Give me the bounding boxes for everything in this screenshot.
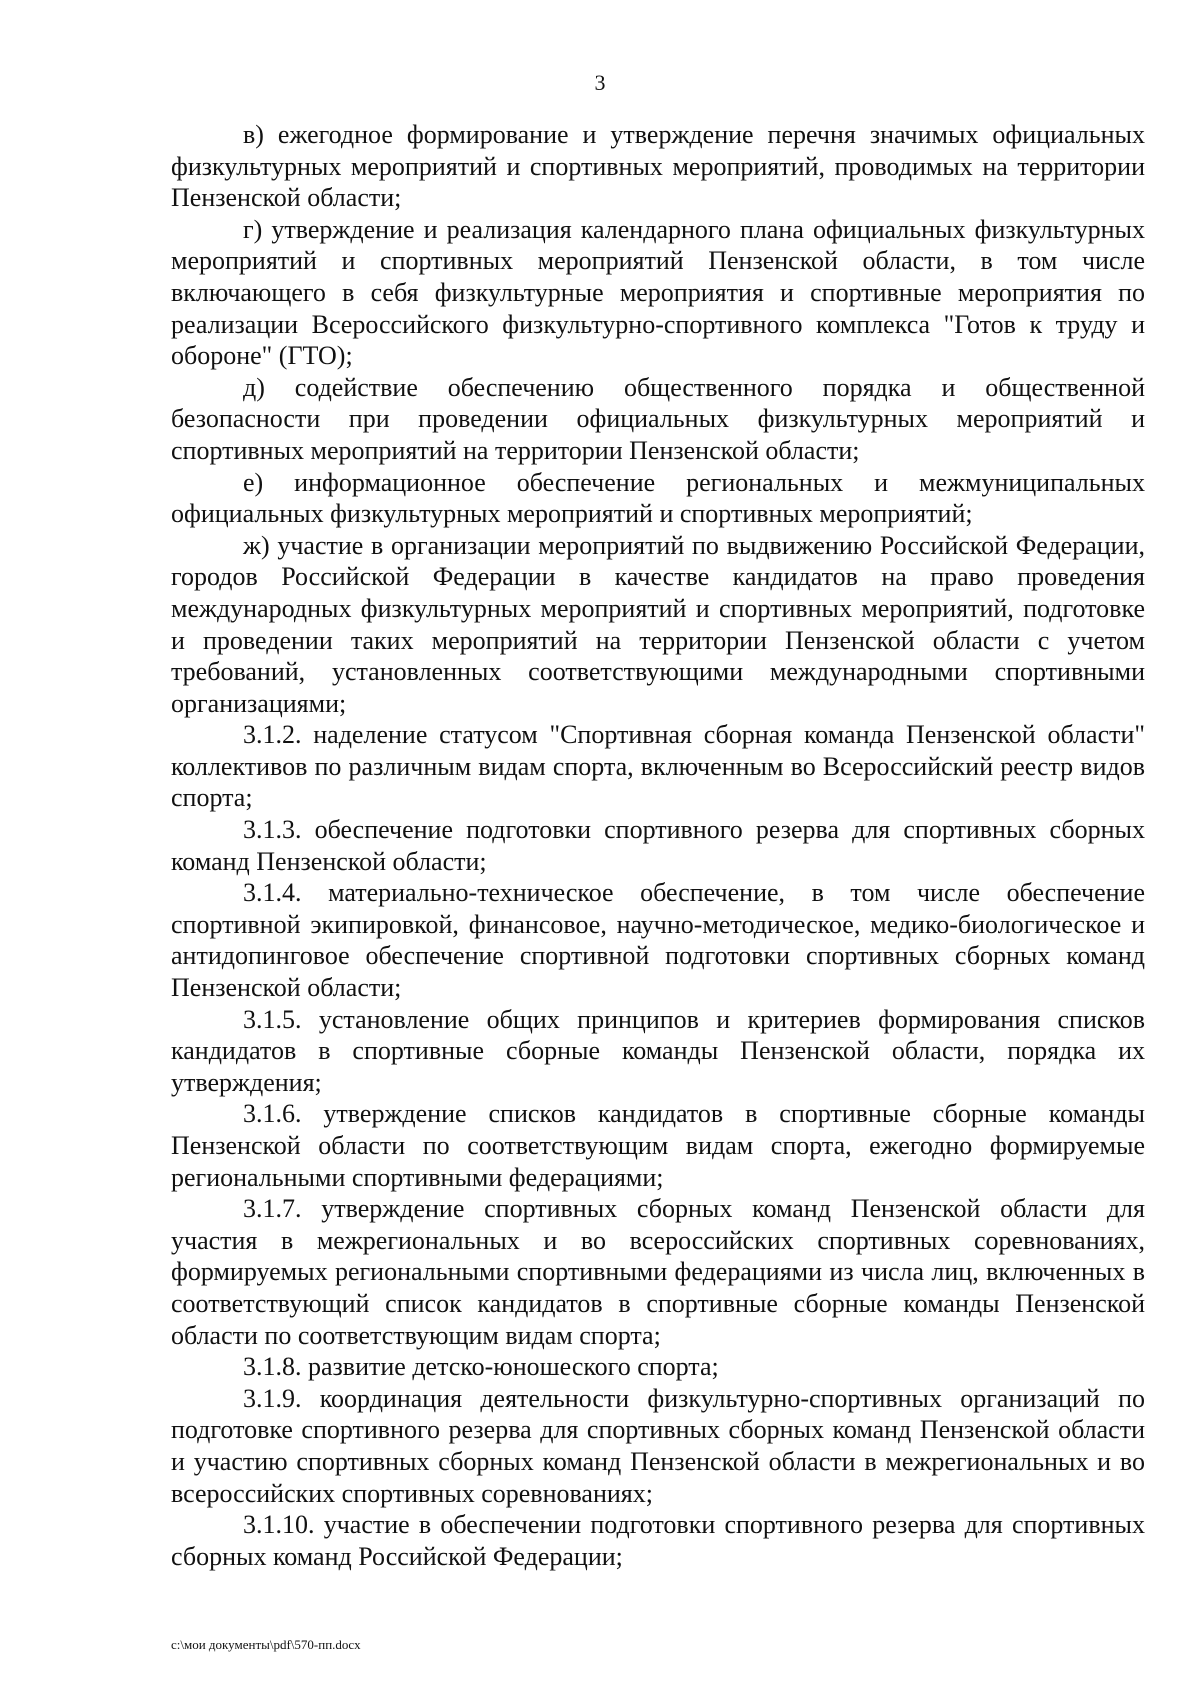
paragraph-3-1-10: 3.1.10. участие в обеспечении подготовки спортивного резерва для спортивных сборных команд Российской Федерации; (171, 1510, 1145, 1571)
paragraph-3-1-7: 3.1.7. утверждение спортивных сборных команд Пензенской области для участия в межрегиональных и во всероссийских спортивных соревнованиях, формируемых региональными спортивными федерациями из числа лиц, включенных в соответствующий список кандидатов в спортивные сборные команды Пензенской области по соответствующим видам спорта; (171, 1194, 1145, 1350)
paragraph-item-d: д) содействие обеспечению общественного порядка и общественной безопасности при проведении официальных физкультурных мероприятий и спортивных мероприятий на территории Пензенской области; (171, 372, 1145, 465)
paragraph-3-1-6: 3.1.6. утверждение списков кандидатов в спортивные сборные команды Пензенской области по соответствующим видам спорта, ежегодно формируемые региональными спортивными федерациями; (171, 1099, 1145, 1192)
page-number: 3 (594, 70, 606, 95)
paragraph-item-g: г) утверждение и реализация календарного плана официальных физкультурных мероприятий и спортивных мероприятий Пензенской области, в том числе включающего в себя физкультурные мероприятия и спортивные мероприятия по реализации Всероссийского физкультурно-спортивного комплекса "Готов к труду и обороне" (ГТО); (171, 214, 1145, 371)
document-body (171, 119, 1145, 1572)
paragraph-item-v: в) ежегодное формирование и утверждение перечня значимых официальных физкультурных мероприятий и спортивных мероприятий, проводимых на территории Пензенской области; (171, 120, 1145, 213)
footer-file-path: c:\мои документы\pdf\570-пп.docx (171, 1637, 361, 1652)
paragraph-item-zh: ж) участие в организации мероприятий по выдвижению Российской Федерации, городов Российской Федерации в качестве кандидатов на право проведения международных физкультурных мероприятий и спортивных мероприятий, подготовке и проведении таких мероприятий на территории Пензенской области с учетом требований, установленных соответствующими международными спортивными организациями; (171, 530, 1145, 718)
paragraph-3-1-9: 3.1.9. координация деятельности физкультурно-спортивных организаций по подготовке спортивного резерва для спортивных сборных команд Пензенской области и участию спортивных сборных команд Пензенской области в межрегиональных и во всероссийских спортивных соревнованиях; (171, 1383, 1145, 1508)
paragraph-3-1-5: 3.1.5. установление общих принципов и критериев формирования списков кандидатов в спортивные сборные команды Пензенской области, порядка их утверждения; (171, 1004, 1145, 1097)
paragraph-3-1-3: 3.1.3. обеспечение подготовки спортивного резерва для спортивных сборных команд Пензенской области; (171, 815, 1145, 876)
paragraph-item-e: е) информационное обеспечение региональных и межмуниципальных официальных физкультурных мероприятий и спортивных мероприятий; (171, 467, 1145, 529)
paragraph-3-1-4: 3.1.4. материально-техническое обеспечение, в том числе обеспечение спортивной экипировкой, финансовое, научно-методическое, медико-биологическое и антидопинговое обеспечение спортивной подготовки спортивных сборных команд Пензенской области; (171, 878, 1145, 1003)
paragraph-3-1-2: 3.1.2. наделение статусом "Спортивная сборная команда Пензенской области" коллективов по различным видам спорта, включенным во Всероссийский реестр видов спорта; (171, 720, 1145, 813)
paragraph-3-1-8: 3.1.8. развитие детско-юношеского спорта; (243, 1352, 719, 1382)
